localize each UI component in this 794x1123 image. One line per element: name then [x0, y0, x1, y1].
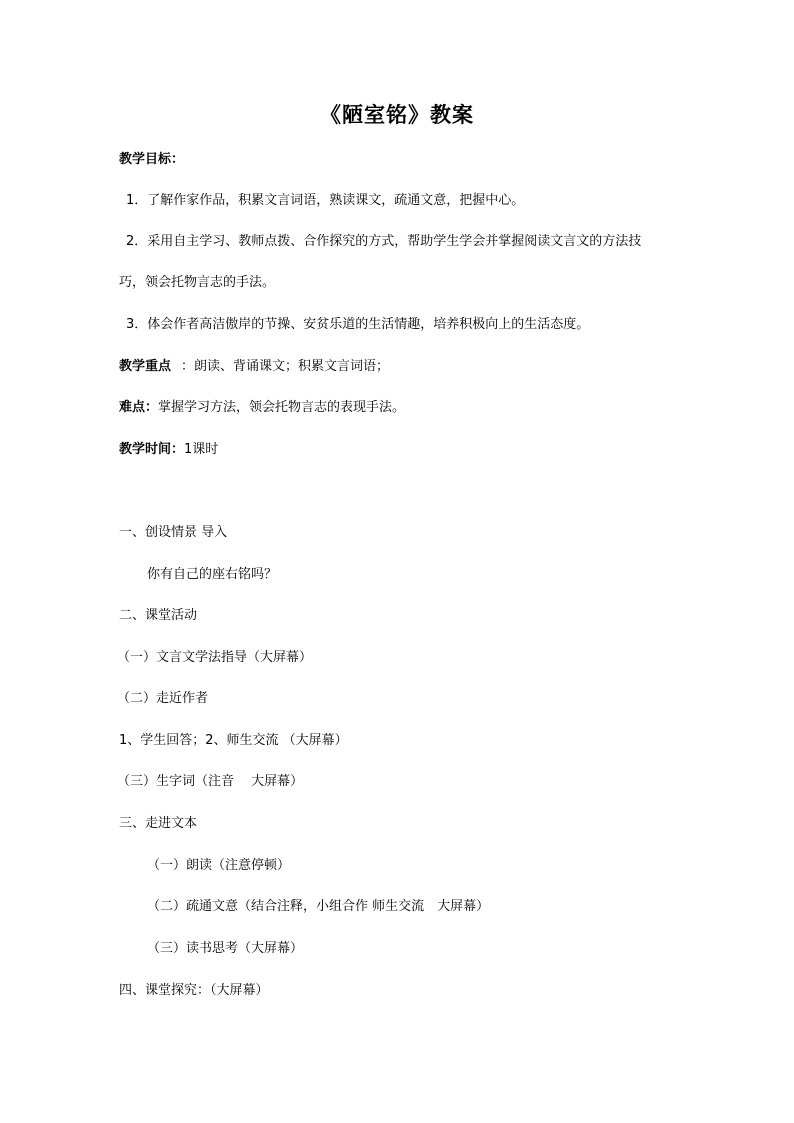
objectives-heading: 教学目标：	[119, 152, 185, 167]
key-points-text: ：朗读、背诵课文；积累文言词语；	[181, 359, 390, 374]
outline-item-2: 你有自己的座右铭吗？	[147, 567, 278, 582]
difficulty-text: 掌握学习方法，领会托物言志的表现手法。	[158, 400, 406, 415]
objective-3: 3．体会作者高洁傲岸的节操、安贫乐道的生活情趣，培养积极向上的生活态度。	[126, 317, 590, 332]
outline-item-8: 三、走进文本	[119, 816, 198, 831]
outline-item-9: （一）朗读（注意停顿）	[147, 858, 291, 873]
objective-1: 1．了解作家作品，积累文言词语，熟读课文，疏通文意，把握中心。	[126, 193, 525, 208]
difficulty-label: 难点：	[119, 400, 159, 415]
outline-item-11: （三）读书思考（大屏幕）	[147, 941, 304, 956]
duration	[119, 441, 218, 459]
outline-item-5: （二）走近作者	[117, 691, 209, 706]
key-points-label: 教学重点	[119, 359, 172, 374]
outline-item-12: 四、课堂探究：（大屏幕）	[119, 983, 269, 998]
outline-item-6: 1、学生回答；2、师生交流 （大屏幕）	[119, 733, 348, 748]
objective-2: 2．采用自主学习、教师点拨、合作探究的方式，帮助学生学会并掌握阅读文言文的方法技	[126, 234, 642, 249]
document-title: 《陋室铭》教案	[320, 103, 474, 127]
duration-text: 1课时	[184, 442, 219, 457]
objective-2-continued: 巧，领会托物言志的手法。	[119, 275, 276, 290]
outline-item-3: 二、课堂活动	[119, 608, 198, 623]
outline-item-10: （二）疏通文意（结合注释，小组合作 师生交流 大屏幕）	[147, 899, 490, 914]
outline-item-4: （一）文言文学法指导（大屏幕）	[117, 650, 313, 665]
outline-item-1: 一、创设情景 导入	[119, 525, 228, 540]
difficulty	[119, 399, 405, 417]
outline-item-7: （三）生字词（注音 大屏幕）	[117, 774, 304, 789]
key-points	[119, 358, 389, 376]
duration-label: 教学时间：	[119, 442, 185, 457]
